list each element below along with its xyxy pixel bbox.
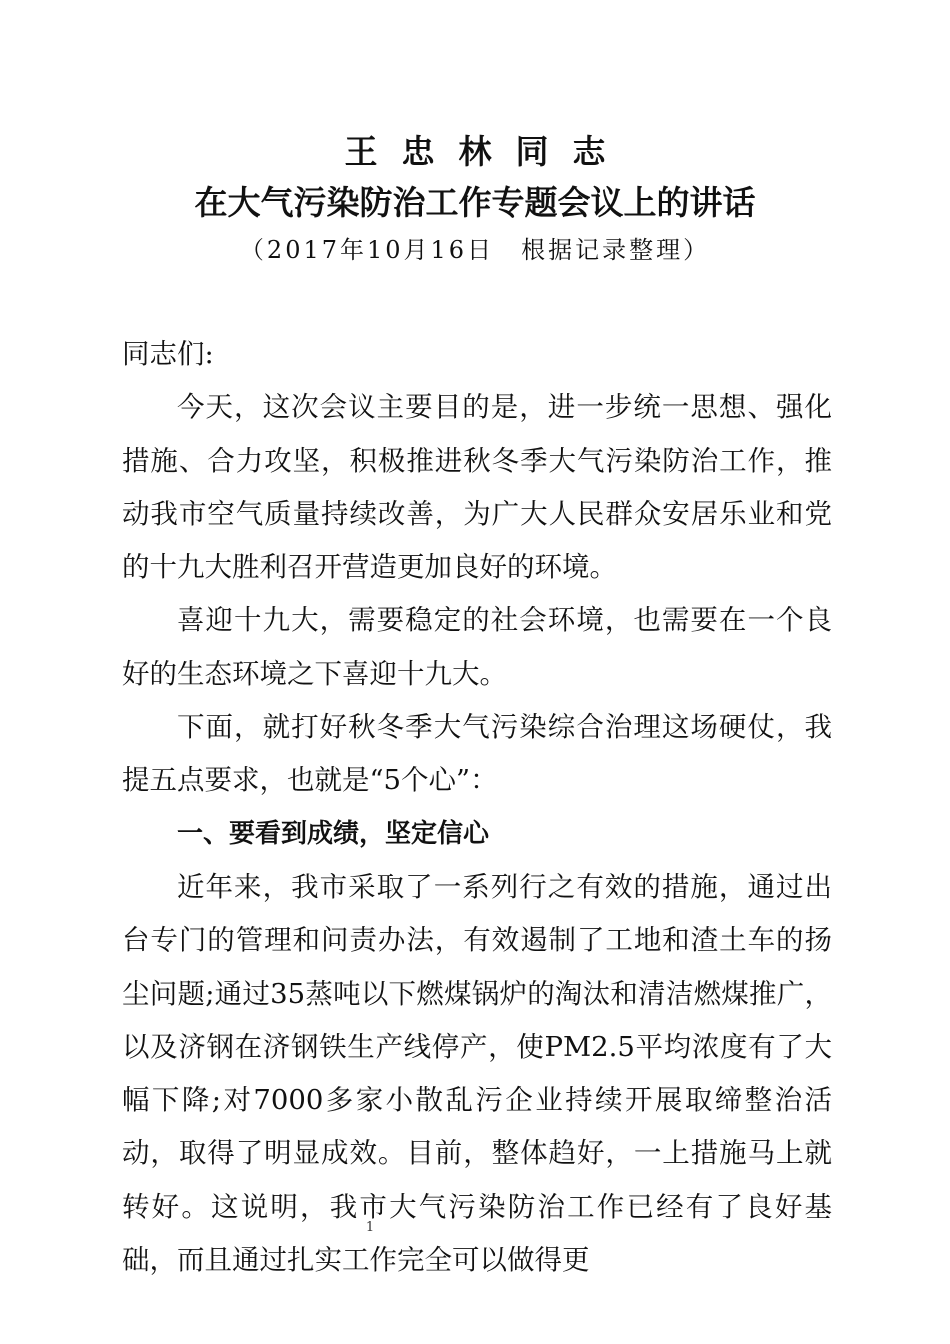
- speech-body: [122, 328, 832, 1287]
- salutation: 同志们:: [122, 338, 214, 370]
- page-number: 1: [365, 1220, 375, 1235]
- section-1-paragraph: 近年来，我市采取了一系列行之有效的措施，通过出台专门的管理和问责办法，有效遏制了工地和渣土车的扬尘问题;通过35蒸吨以下燃煤锅炉的淘汰和清洁燃煤推广，以及济钢在济钢铁生产线停产，使PM2.5平均浓度有了大幅下降;对7000多家小散乱污企业持续开展取缔整治活动，取得了明显成效。目前，整体趋好，一上措施马上就转好。这说明，我市大气污染防治工作已经有了良好基础，而且通过扎实工作完全可以做得更: [122, 870, 832, 1277]
- speaker-title: 王忠林同志: [344, 132, 630, 171]
- paragraph-intro: 今天，这次会议主要目的是，进一步统一思想、强化措施、合力攻坚，积极推进秋冬季大气污染防治工作，推动我市空气质量持续改善，为广大人民群众安居乐业和党的十九大胜利召开营造更加良好的环境。: [122, 391, 832, 584]
- speech-title: 在大气污染防治工作专题会议上的讲话: [194, 183, 756, 222]
- paragraph-congress: 喜迎十九大，需要稳定的社会环境，也需要在一个良好的生态环境之下喜迎十九大。: [122, 604, 832, 690]
- section-heading-1: 一、要看到成绩，坚定信心: [177, 818, 490, 849]
- paragraph-requirements: 下面，就打好秋冬季大气污染综合治理这场硬仗，我提五点要求，也就是“5个心”：: [122, 711, 832, 797]
- speech-date-note: （2017年10月16日 根据记录整理）: [239, 236, 711, 264]
